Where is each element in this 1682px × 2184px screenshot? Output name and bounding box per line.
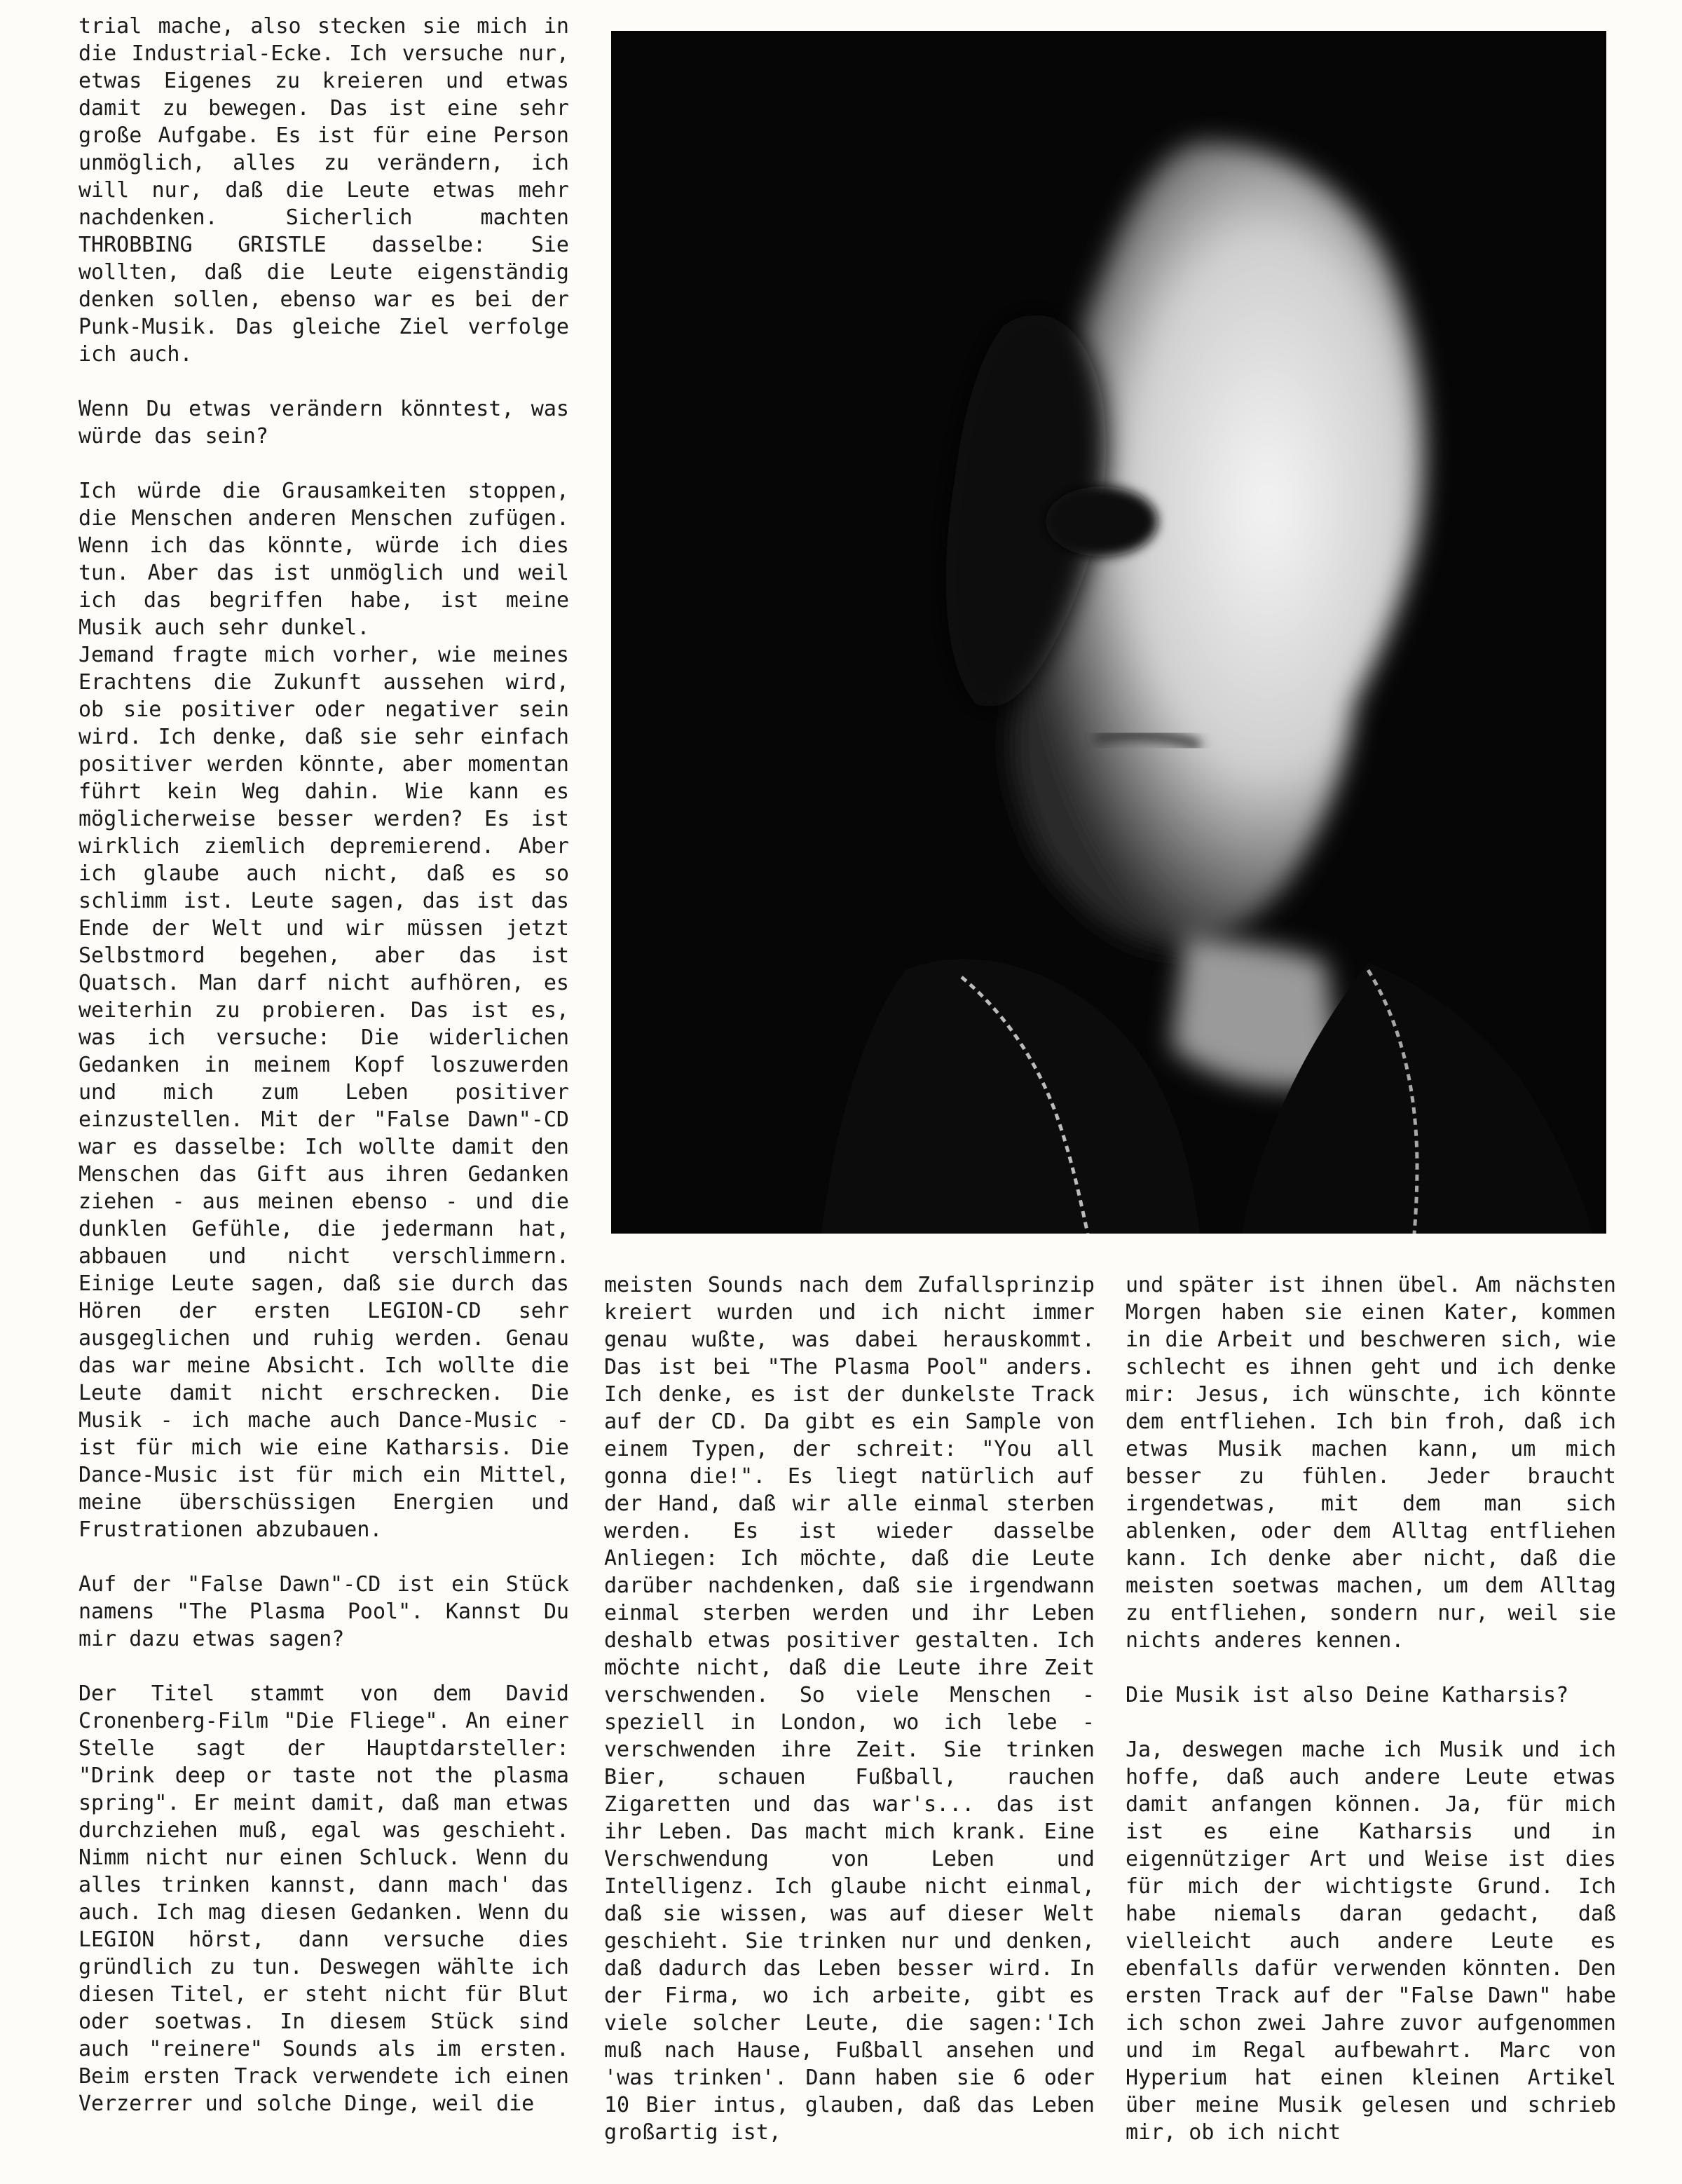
article-column-left (78, 13, 569, 2117)
paragraph: meisten Sounds nach dem Zufallsprinzip kreiert wurden und ich nicht immer genau wußte, was dabei herauskommt. Das ist bei "The Plasma Pool" anders. Ich denke, es ist der dunkelste Track auf der CD. Da gibt es ein Sample von einem Typen, der schreit: "You all gonna die!". Es liegt natürlich auf der Hand, daß wir alle einmal sterben werden. Es ist wieder dasselbe Anliegen: Ich möchte, daß die Leute darüber nachdenken, daß sie irgendwann einmal sterben werden und ihr Leben deshalb etwas positiver gestalten. Ich möchte nicht, daß die Leute ihre Zeit verschwenden. So viele Menschen - speziell in London, wo ich lebe - verschwenden ihre Zeit. Sie trinken Bier, schauen Fußball, rauchen Zigaretten und das war's... das ist ihr Leben. Das macht mich krank. Eine Verschwendung von Leben und Intelligenz. Ich glaube nicht einmal, daß sie wissen, was auf dieser Welt geschieht. Sie trinken nur und denken, daß dadurch das Leben besser wird. In der Firma, wo ich arbeite, gibt es viele solcher Leute, die sagen:'Ich muß nach Hause, Fußball ansehen und 'was trinken'. Dann haben sie 6 oder 10 Bier intus, glauben, daß das Leben großartig ist, (604, 1273, 1095, 2145)
paragraph: Der Titel stammt von dem David Cronenberg-Film "Die Fliege". An einer Stelle sagt der Hauptdarsteller: "Drink deep or taste not the plasma spring". Er meint damit, daß man etwas durchziehen muß, egal was geschieht. Nimm nicht nur einen Schluck. Wenn du alles trinken kannst, dann mach' das auch. Ich mag diesen Gedanken. Wenn du LEGION hörst, dann versuche dies gründlich zu tun. Deswegen wählte ich diesen Titel, er steht nicht für Blut oder soetwas. In diesem Stück sind auch "reinere" Sounds als im ersten. Beim ersten Track verwendete ich einen Verzerrer und solche Dinge, weil die (78, 1681, 569, 2116)
paragraph: und später ist ihnen übel. Am nächsten Morgen haben sie einen Kater, kommen in die Arbeit und beschweren sich, wie schlecht es ihnen geht und ich denke mir: Jesus, ich wünschte, ich könnte dem entfliehen. Ich bin froh, daß ich etwas Musik machen kann, um mich besser zu fühlen. Jeder braucht irgendetwas, mit dem man sich ablenken, oder dem Alltag entfliehen kann. Ich denke aber nicht, daß die meisten soetwas machen, um dem Alltag zu entfliehen, sondern nur, weil sie nichts anderes kennen. (1126, 1273, 1616, 1653)
paragraph: Ich würde die Grausamkeiten stoppen, die Menschen anderen Menschen zufügen. Wenn ich das könnte, würde ich dies tun. Aber das ist unmöglich und weil ich das begriffen habe, ist meine Musik auch sehr dunkel. Jemand fragte mich vorher, wie meines Erachtens die Zukunft aussehen wird, ob sie positiver oder negativer sein wird. Ich denke, daß sie sehr einfach positiver werden könnte, aber momentan führt kein Weg dahin. Wie kann es möglicherweise besser werden? Es ist wirklich ziemlich depremierend. Aber ich glaube auch nicht, daß es so schlimm ist. Leute sagen, das ist das Ende der Welt und wir müssen jetzt Selbstmord begehen, aber das ist Quatsch. Man darf nicht aufhören, es weiterhin zu probieren. Das ist es, was ich versuche: Die widerlichen Gedanken in meinem Kopf loszuwerden und mich zum Leben positiver einzustellen. Mit der "False Dawn"-CD war es dasselbe: Ich wollte damit den Menschen das Gift aus ihren Gedanken ziehen - aus meinen ebenso - und die dunklen Gefühle, die jedermann hat, abbauen und nicht verschlimmern. Einige Leute sagen, daß sie durch das Hören der ersten LEGION-CD sehr ausgeglichen und ruhig werden. Genau das war meine Absicht. Ich wollte die Leute damit nicht erschrecken. Die Musik - ich mache auch Dance-Music - ist für mich wie eine Katharsis. Die Dance-Music ist für mich ein Mittel, meine überschüssigen Energien und Frustrationen abzubauen. (78, 479, 569, 1542)
article-column-right (1126, 1271, 1616, 2146)
portrait-photo (611, 31, 1606, 1234)
interview-question: Die Musik ist also Deine Katharsis? (1126, 1683, 1569, 1707)
paragraph: trial mache, also stecken sie mich in die Industrial-Ecke. Ich versuche nur, etwas Eigenes zu kreieren und etwas damit zu bewegen. Das ist eine sehr große Aufgabe. Es ist für eine Person unmöglich, alles zu verändern, ich will nur, daß die Leute etwas mehr nachdenken. Sicherlich machten THROBBING GRISTLE dasselbe: Sie wollten, daß die Leute eigenständig denken sollen, ebenso war es bei der Punk-Musik. Das gleiche Ziel verfolge ich auch. (78, 14, 569, 367)
article-column-middle (604, 1271, 1095, 2146)
interview-question: Auf der "False Dawn"-CD ist ein Stück namens "The Plasma Pool". Kannst Du mir dazu etwas sagen? (78, 1572, 569, 1651)
portrait-image (611, 31, 1606, 1234)
paragraph: Ja, deswegen mache ich Musik und ich hoffe, daß auch andere Leute etwas damit anfangen können. Ja, für mich ist es eine Katharsis und in eigennütziger Art und Weise ist dies für mich der wichtigste Grund. Ich habe niemals daran gedacht, daß vielleicht auch andere Leute es ebenfalls dafür verwenden könnten. Den ersten Track auf der "False Dawn" habe ich schon zwei Jahre zuvor aufgenommen und im Regal aufbewahrt. Marc von Hyperium hat einen kleinen Artikel über meine Musik gelesen und schrieb mir, ob ich nicht (1126, 1738, 1616, 2145)
interview-question: Wenn Du etwas verändern könntest, was würde das sein? (78, 397, 569, 449)
